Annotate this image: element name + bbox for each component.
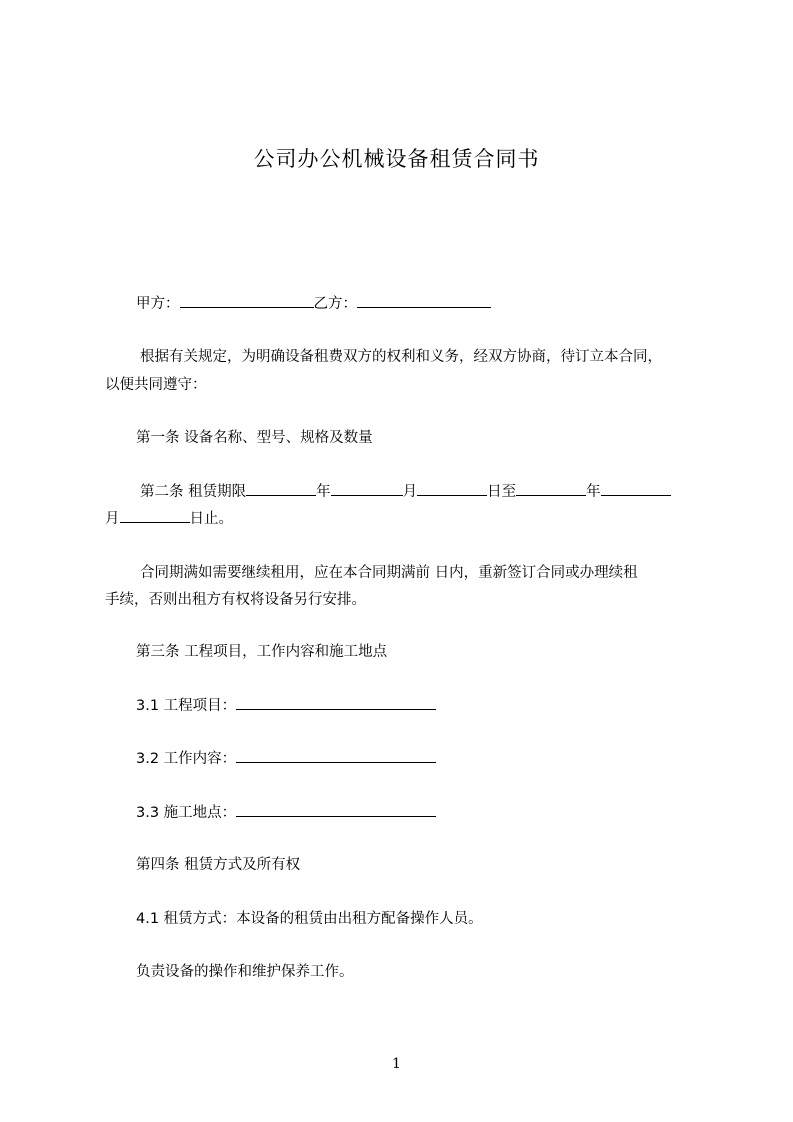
month-label-2: 月: [105, 511, 120, 527]
article-4-heading: 第四条 租赁方式及所有权: [136, 857, 301, 873]
article-2-line-1: [140, 480, 671, 501]
intro-line-1: 根据有关规定，为明确设备租费双方的权利和义务，经双方协商，待订立本合同，: [140, 349, 662, 365]
item-3-3-line: [136, 801, 436, 822]
end-year-blank[interactable]: [516, 481, 586, 496]
renewal-line-2: 手续，否则出租方有权将设备另行安排。: [105, 592, 366, 608]
site-blank[interactable]: [236, 802, 436, 817]
end-month-blank-part[interactable]: [601, 481, 671, 496]
article-1-heading: 第一条 设备名称、型号、规格及数量: [136, 430, 373, 446]
start-day-blank[interactable]: [417, 481, 487, 496]
renewal-line-1: 合同期满如需要继续租用，应在本合同期满前 日内，重新签订合同或办理续租: [140, 565, 638, 581]
year-label-2: 年: [586, 484, 601, 500]
document-title: 公司办公机械设备租赁合同书: [253, 147, 540, 171]
start-month-blank[interactable]: [331, 481, 403, 496]
parties-line: [136, 292, 491, 313]
party-a-label: 甲方：: [136, 296, 180, 312]
party-a-blank[interactable]: [180, 293, 314, 308]
day-end-label: 日止。: [189, 511, 233, 527]
party-b-label: 乙方：: [313, 296, 357, 312]
item-3-1-line: [136, 694, 436, 715]
month-label: 月: [402, 484, 418, 500]
intro-line-2: 以便共同遵守：: [105, 377, 207, 393]
item-3-1-label: 3.1 工程项目：: [136, 698, 237, 714]
project-blank[interactable]: [236, 695, 436, 710]
item-4-1: 4.1 租赁方式：本设备的租赁由出租方配备操作人员。: [136, 911, 483, 927]
party-b-blank[interactable]: [357, 293, 491, 308]
work-content-blank[interactable]: [236, 748, 436, 763]
item-3-3-label: 3.3 施工地点：: [136, 805, 237, 821]
start-year-blank[interactable]: [246, 481, 316, 496]
item-3-2-label: 3.2 工作内容：: [136, 751, 237, 767]
responsibility-line: 负责设备的操作和维护保养工作。: [136, 964, 354, 980]
day-to-label: 日至: [487, 484, 517, 500]
page-number: 1: [392, 1056, 401, 1072]
item-3-2-line: [136, 747, 436, 768]
article-2-prefix: 第二条 租赁期限: [140, 484, 247, 500]
article-2-line-2: [105, 507, 233, 528]
end-day-blank[interactable]: [120, 508, 190, 523]
article-3-heading: 第三条 工程项目，工作内容和施工地点: [136, 644, 388, 660]
year-label: 年: [316, 484, 331, 500]
